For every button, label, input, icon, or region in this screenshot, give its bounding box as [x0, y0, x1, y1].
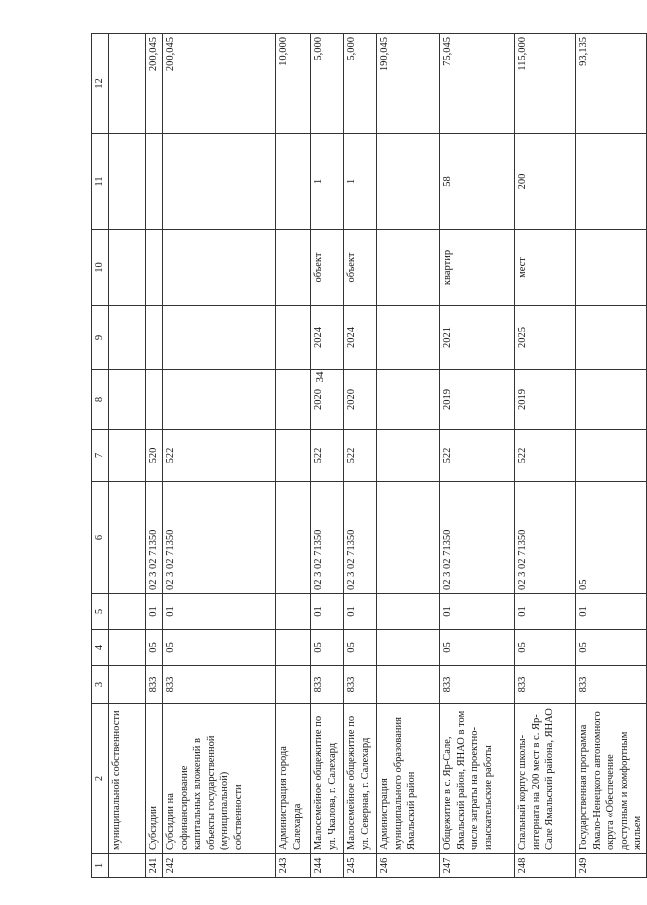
row-number: 242: [163, 854, 276, 878]
row-number: 244: [311, 854, 344, 878]
cell-col3: 833: [440, 666, 515, 704]
header-cell: 9: [92, 306, 109, 370]
row-name: Администрация города Салехарда: [276, 704, 311, 854]
cell-col3: 833: [515, 666, 576, 704]
header-cell: 4: [92, 630, 109, 666]
cell-col10: квартир: [440, 230, 515, 306]
cell-col12: 200,045: [146, 34, 163, 134]
header-cell: 10: [92, 230, 109, 306]
cell-col6: 02 3 02 71350: [311, 482, 344, 594]
cell-col12: 5,000: [344, 34, 377, 134]
cell-col10: [109, 230, 146, 306]
cell-col5: 01: [515, 594, 576, 630]
cell-col11: [163, 134, 276, 230]
cell-col6: 02 3 02 71350: [515, 482, 576, 594]
cell-col6: [377, 482, 440, 594]
cell-col5: 01: [311, 594, 344, 630]
cell-col4: 05: [163, 630, 276, 666]
cell-col4: [377, 630, 440, 666]
cell-col11: [377, 134, 440, 230]
cell-col6: 02 3 02 71350: [344, 482, 377, 594]
cell-col9: [276, 306, 311, 370]
cell-col3: [276, 666, 311, 704]
cell-col3: 833: [576, 666, 647, 704]
rotated-table-wrapper: [91, 34, 643, 878]
row-name: Малосемейное общежитие по ул. Северная, г. Салехард: [344, 704, 377, 854]
cell-col4: 05: [515, 630, 576, 666]
cell-col9: [146, 306, 163, 370]
row-name: Администрация муниципального образования Ямальский район: [377, 704, 440, 854]
cell-col10: [146, 230, 163, 306]
cell-col9: 2024: [311, 306, 344, 370]
cell-col11: 200: [515, 134, 576, 230]
cell-col5: 01: [576, 594, 647, 630]
table-row: [163, 34, 276, 878]
cell-col5: 01: [440, 594, 515, 630]
cell-col5: [377, 594, 440, 630]
cell-col3: 833: [344, 666, 377, 704]
cell-col4: [109, 630, 146, 666]
cell-col10: [276, 230, 311, 306]
cell-col9: [576, 306, 647, 370]
cell-col9: 2024: [344, 306, 377, 370]
header-cell: 1: [92, 854, 109, 878]
cell-col12: 190,045: [377, 34, 440, 134]
cell-col7: 522: [515, 430, 576, 482]
budget-table: [91, 33, 647, 878]
cell-col4: [276, 630, 311, 666]
cell-col7: 522: [440, 430, 515, 482]
table-row: [146, 34, 163, 878]
cell-col6: 05: [576, 482, 647, 594]
table-row: [515, 34, 576, 878]
cell-col12: 115,000: [515, 34, 576, 134]
cell-col9: 2025: [515, 306, 576, 370]
cell-col12: 75,045: [440, 34, 515, 134]
cell-col8: [377, 370, 440, 430]
row-name: Спальный корпус школы-интерната на 200 мест в с. Яр-Сале Ямальский района, ЯНАО: [515, 704, 576, 854]
header-cell: 8: [92, 370, 109, 430]
header-cell: 5: [92, 594, 109, 630]
row-name: муниципальной собственности: [109, 704, 146, 854]
cell-col6: [109, 482, 146, 594]
header-row: [92, 34, 109, 878]
cell-col10: мест: [515, 230, 576, 306]
cell-col9: [109, 306, 146, 370]
cell-col8: 2019: [440, 370, 515, 430]
row-number: 248: [515, 854, 576, 878]
cell-col5: [276, 594, 311, 630]
cell-col10: [163, 230, 276, 306]
cell-col12: 93,135: [576, 34, 647, 134]
cell-col8: [276, 370, 311, 430]
cell-col7: 522: [344, 430, 377, 482]
cell-col8: 2020: [311, 370, 344, 430]
cell-col4: 05: [576, 630, 647, 666]
header-cell: 7: [92, 430, 109, 482]
cell-col5: [109, 594, 146, 630]
table-row: [276, 34, 311, 878]
cell-col6: [276, 482, 311, 594]
table-row: [576, 34, 647, 878]
row-name: Государственная программа Ямало-Ненецкого автономного округа «Обеспечение доступным и комфортным жильем: [576, 704, 647, 854]
table-row: [311, 34, 344, 878]
cell-col12: [109, 34, 146, 134]
cell-col7: [109, 430, 146, 482]
table-row: [344, 34, 377, 878]
cell-col8: 2019: [515, 370, 576, 430]
cell-col3: 833: [146, 666, 163, 704]
cell-col10: объект: [344, 230, 377, 306]
header-cell: 12: [92, 34, 109, 134]
row-number: 247: [440, 854, 515, 878]
header-cell: 2: [92, 704, 109, 854]
cell-col10: [377, 230, 440, 306]
header-cell: 3: [92, 666, 109, 704]
cell-col9: [377, 306, 440, 370]
header-cell: 6: [92, 482, 109, 594]
row-name: Общежитие в с. Яр-Сале, Ямальский район, ЯНАО в том числе затраты на проектно-изыскательские работы: [440, 704, 515, 854]
row-number: 243: [276, 854, 311, 878]
row-name: Субсидии на софинансирование капитальных вложений в объекты государственной (муниципальной) собственности: [163, 704, 276, 854]
cell-col6: 02 3 02 71350: [163, 482, 276, 594]
row-number: 245: [344, 854, 377, 878]
cell-col8: [576, 370, 647, 430]
cell-col11: 1: [344, 134, 377, 230]
cell-col12: 10,000: [276, 34, 311, 134]
table-row: [377, 34, 440, 878]
cell-col9: 2021: [440, 306, 515, 370]
cell-col7: [377, 430, 440, 482]
cell-col3: [377, 666, 440, 704]
cell-col8: [109, 370, 146, 430]
cell-col10: [576, 230, 647, 306]
cell-col12: 200,045: [163, 34, 276, 134]
cell-col7: [276, 430, 311, 482]
cell-col4: 05: [344, 630, 377, 666]
cell-col6: 02 3 02 71350: [440, 482, 515, 594]
page-number: 34: [314, 371, 326, 383]
cell-col11: [146, 134, 163, 230]
cell-col6: 02 3 02 71350: [146, 482, 163, 594]
cell-col5: 01: [146, 594, 163, 630]
cell-col4: 05: [311, 630, 344, 666]
cell-col11: [276, 134, 311, 230]
cell-col7: [576, 430, 647, 482]
cell-col7: 520: [146, 430, 163, 482]
header-cell: 11: [92, 134, 109, 230]
row-name: Субсидии: [146, 704, 163, 854]
cell-col11: [576, 134, 647, 230]
cell-col3: 833: [311, 666, 344, 704]
cell-col7: 522: [163, 430, 276, 482]
cell-col11: 1: [311, 134, 344, 230]
row-number: 241: [146, 854, 163, 878]
cell-col7: 522: [311, 430, 344, 482]
cell-col8: 2020: [344, 370, 377, 430]
cell-col5: 01: [344, 594, 377, 630]
cell-col4: 05: [146, 630, 163, 666]
cell-col11: [109, 134, 146, 230]
cell-col8: [146, 370, 163, 430]
cell-col4: 05: [440, 630, 515, 666]
cell-col9: [163, 306, 276, 370]
table-row: [440, 34, 515, 878]
cell-col3: 833: [163, 666, 276, 704]
cell-col8: [163, 370, 276, 430]
cell-col5: 01: [163, 594, 276, 630]
cell-col10: объект: [311, 230, 344, 306]
cell-col3: [109, 666, 146, 704]
row-number: 249: [576, 854, 647, 878]
cell-col12: 5,000: [311, 34, 344, 134]
table-row: [109, 34, 146, 878]
row-number: 246: [377, 854, 440, 878]
cell-col11: 58: [440, 134, 515, 230]
row-name: Малосемейное общежитие по ул. Чкалова, г. Салехард: [311, 704, 344, 854]
row-number: [109, 854, 146, 878]
